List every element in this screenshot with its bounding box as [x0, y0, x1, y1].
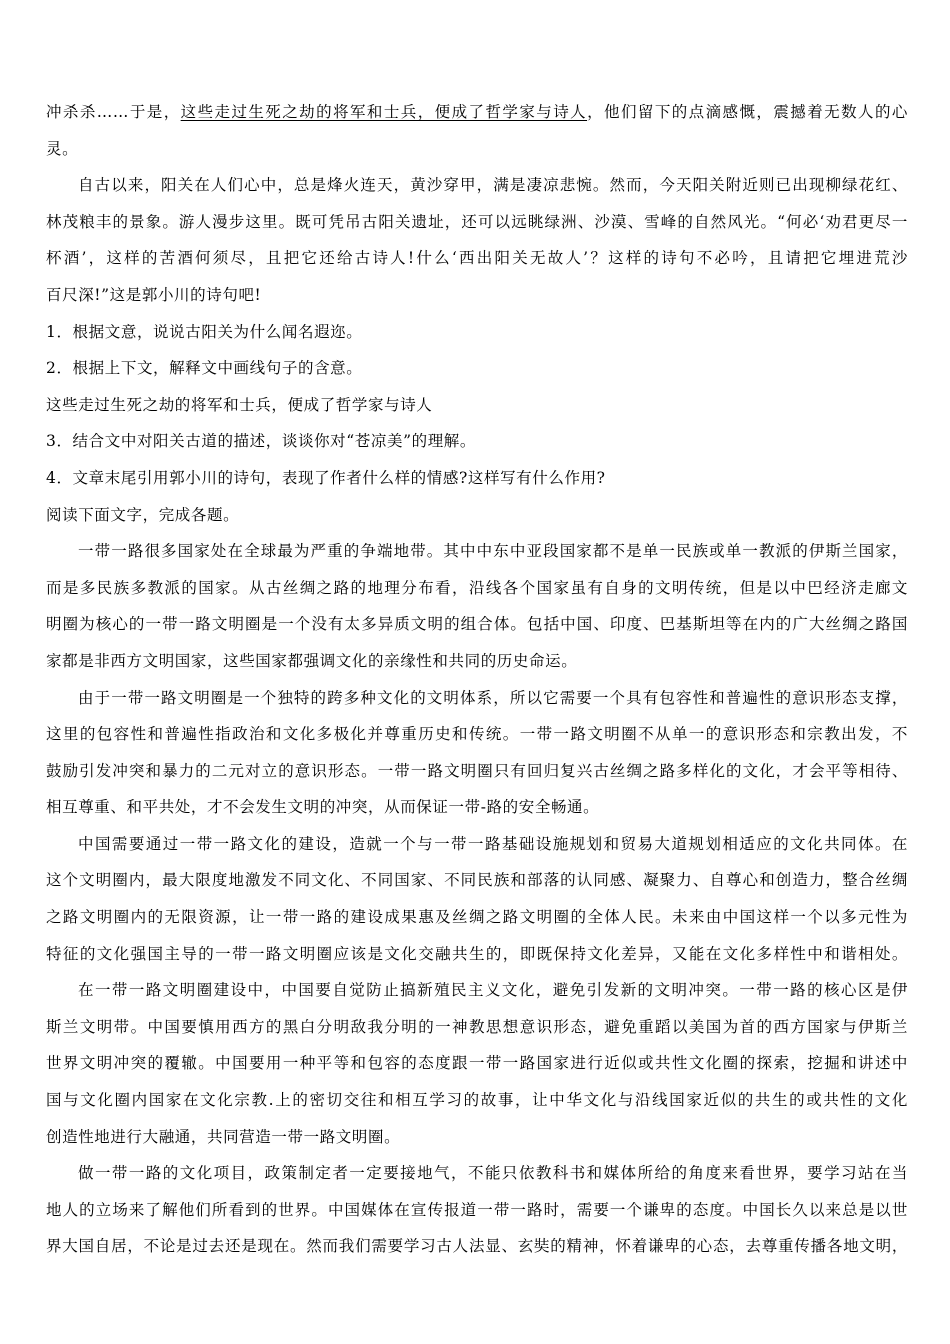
- passage2-p1-line: 一带一路很多国家处在全球最为严重的争端地带。其中中东中亚段国家都不是单一民族或单一教派的伊斯兰国家，: [78, 542, 908, 561]
- passage1-paragraph-line: 杯酒’，这样的苦酒何须尽，且把它还给古诗人!什么‘西出阳关无故人’？这样的诗句不必吟，且请把它埋进荒沙: [46, 249, 908, 268]
- reading-instruction: 阅读下面文字，完成各题。: [46, 505, 240, 524]
- passage2-p2-line: 这里的包容性和普遍性指政治和文化多极化并尊重历史和传统。一带一路文明圈不从单一的意识形态和宗教出发，不: [46, 725, 908, 744]
- passage1-line-2: 灵。: [46, 139, 79, 158]
- passage2-p3-line: 特征的文化强国主导的一带一路文明圈应该是文化交融共生的，即既保持文化差异，又能在文化多样性中和谐相处。: [46, 944, 908, 963]
- text-span: 冲杀杀……于是，: [46, 103, 181, 121]
- question-2-quote: 这些走过生死之劫的将军和士兵，便成了哲学家与诗人: [46, 395, 433, 414]
- passage2-p3-line: 这个文明圈内，最大限度地激发不同文化、不同国家、不同民族和部落的认同感、凝聚力、自尊心和创造力，整合丝绸: [46, 871, 908, 890]
- passage1-paragraph-line: 百尺深!”这是郭小川的诗句吧!: [46, 285, 262, 304]
- passage2-p4-line: 斯兰文明带。中国要慎用西方的黑白分明敌我分明的一神教思想意识形态，避免重蹈以美国为首的西方国家与伊斯兰: [46, 1017, 908, 1036]
- passage2-p3-line: 之路文明圈内的无限资源，让一带一路的建设成果惠及丝绸之路文明圈的全体人民。未来由中国这样一个以多元性为: [46, 908, 908, 927]
- underlined-sentence: 这些走过生死之劫的将军和士兵，便成了哲学家与诗人: [180, 103, 588, 121]
- passage2-p5-line: 界大国自居，不论是过去还是现在。然而我们需要学习古人法显、玄奘的精神，怀着谦卑的心态，去尊重传播各地文明，: [46, 1237, 908, 1256]
- question-2: 2．根据上下文，解释文中画线句子的含意。: [46, 359, 363, 378]
- passage1-paragraph-line: 自古以来，阳关在人们心中，总是烽火连天，黄沙穿甲，满是凄凉悲惋。然而，今天阳关附近则已出现柳绿花红、: [78, 176, 908, 195]
- passage2-p2-line: 由于一带一路文明圈是一个独特的跨多种文化的文明体系，所以它需要一个具有包容性和普遍性的意识形态支撑，: [78, 688, 908, 707]
- passage2-p4-line: 在一带一路文明圈建设中，中国要自觉防止搞新殖民主义文化，避免引发新的文明冲突。一带一路的核心区是伊: [78, 981, 908, 1000]
- passage2-p4-line: 世界文明冲突的覆辙。中国要用一种平等和包容的态度跟一带一路国家进行近似或共性文化圈的探索，挖掘和讲述中: [46, 1054, 908, 1073]
- passage2-p4-line: 创造性地进行大融通，共同营造一带一路文明圈。: [46, 1127, 401, 1146]
- passage2-p1-line: 明圈为核心的一带一路文明圈是一个没有太多异质文明的组合体。包括中国、印度、巴基斯坦等在内的广大丝绸之路国: [46, 615, 908, 634]
- passage2-p1-line: 而是多民族多教派的国家。从古丝绸之路的地理分布看，沿线各个国家虽有自身的文明传统，但是以中巴经济走廊文: [46, 578, 908, 597]
- passage2-p3-line: 中国需要通过一带一路文化的建设，造就一个与一带一路基础设施规划和贸易大道规划相适应的文化共同体。在: [78, 834, 908, 853]
- passage2-p4-line: 国与文化圈内国家在文化宗教.上的密切交往和相互学习的故事，让中华文化与沿线国家近似的共生的或共性的文化: [46, 1091, 908, 1110]
- passage1-line-1: [46, 94, 908, 131]
- passage2-p5-line: 地人的立场来了解他们所看到的世界。中国媒体在宣传报道一带一路时，需要一个谦卑的态度。中国长久以来总是以世: [46, 1200, 908, 1219]
- question-1: 1．根据文意，说说古阳关为什么闻名遐迩。: [46, 322, 363, 341]
- passage2-p2-line: 相互尊重、和平共处，才不会发生文明的冲突，从而保证一带-路的安全畅通。: [46, 798, 600, 817]
- passage2-p1-line: 家都是非西方文明国家，这些国家都强调文化的亲缘性和共同的历史命运。: [46, 651, 578, 670]
- passage1-paragraph-line: 林茂粮丰的景象。游人漫步这里。既可凭吊古阳关遗址，还可以远眺绿洲、沙漠、雪峰的自然风光。“何必‘劝君更尽一: [46, 212, 908, 231]
- document-page: [46, 94, 908, 1265]
- passage2-p2-line: 鼓励引发冲突和暴力的二元对立的意识形态。一带一路文明圈只有回归复兴古丝绸之路多样化的文化，才会平等相待、: [46, 761, 908, 780]
- question-3: 3．结合文中对阳关古道的描述，谈谈你对“苍凉美”的理解。: [46, 432, 477, 451]
- passage2-p5-line: 做一带一路的文化项目，政策制定者一定要接地气，不能只依教科书和媒体所给的角度来看世界，要学习站在当: [78, 1164, 908, 1183]
- question-4: 4．文章末尾引用郭小川的诗句，表现了作者什么样的情感?这样写有什么作用?: [46, 468, 606, 487]
- text-span: ，他们留下的点滴感慨，震撼着无数人的心: [587, 103, 908, 121]
